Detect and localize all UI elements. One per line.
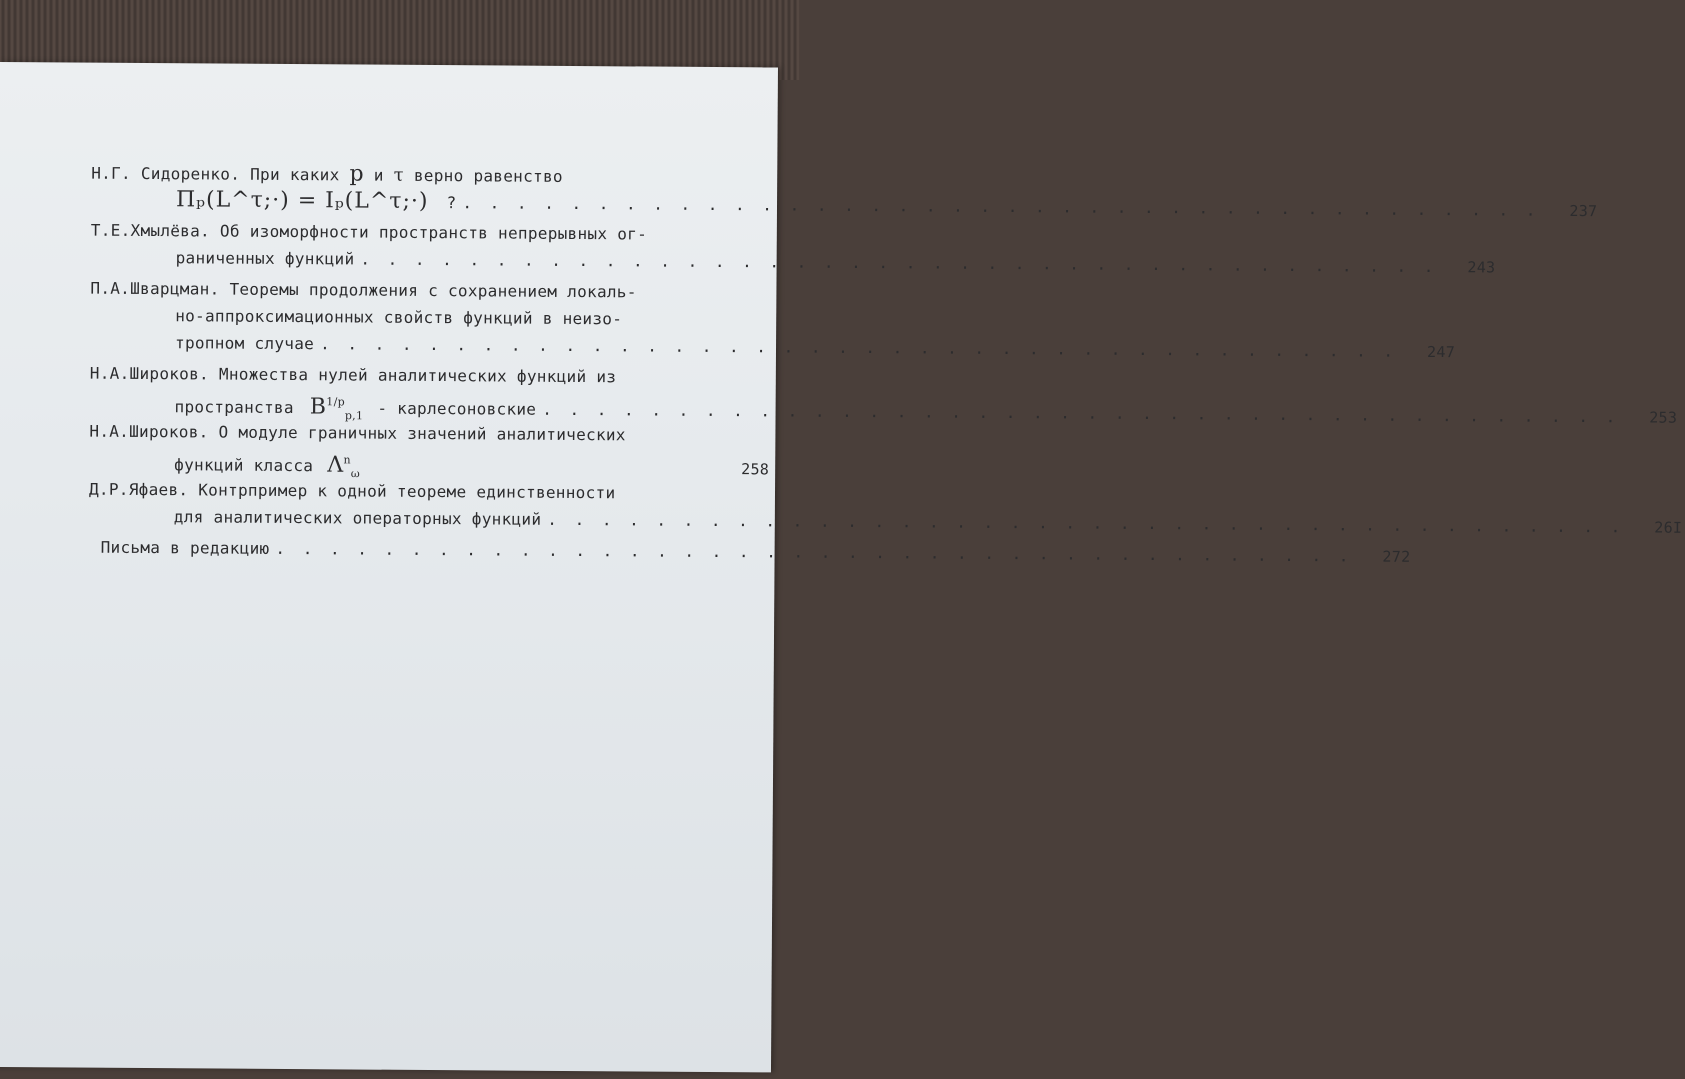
toc-entry-shvartsman [90,275,1456,362]
toc-line [91,244,1496,277]
entry-text: Т.Е.Хмылёва. Об изоморфности пространств непрерывных ог- [90,220,648,244]
toc-entry-khmyleva [90,217,1496,277]
page-number: 237 [1569,201,1598,221]
entry-text: и [373,165,384,185]
math-symbol-p: p [349,161,364,187]
toc-entry-sidorenko [91,159,1598,221]
page-number: 26I [1654,518,1683,537]
entry-text: верно равенство [413,165,563,186]
entry-text: - карлесоновские [377,398,537,420]
entry-text: пространства [174,397,294,418]
entry-text: для аналитических операторных функций [173,507,542,529]
entry-text: Н.А.Широков. О модуле граничных значений аналитических [89,421,626,445]
symbol-base: Λ [327,452,344,478]
page-number: 272 [1382,547,1411,566]
symbol-superscript: n [343,453,351,467]
toc-line [91,186,1598,221]
toc-entry-shirokov-2 [89,418,770,481]
toc-line [90,387,1678,428]
entry-text: Д.Р.Яфаев. Контрпример к одной теореме единственности [88,479,616,503]
toc-line [89,445,770,481]
dot-leader: . . . . . . . . . . . . . . . . . . . . . . . . . . . . . . . . . . . . . . . . [462,193,1540,220]
math-symbol-tau: τ [393,164,405,186]
entry-text: Письма в редакцию [100,537,270,558]
entry-text: но-аппроксимационных свойств функций в неизо- [175,306,623,329]
entry-text: Н.Г. Сидоренко. При каких [91,163,340,185]
toc-entry-yafaev [88,476,1683,537]
toc-line [90,329,1456,362]
symbol-subscript: ω [350,467,361,481]
document-page [0,62,1683,1072]
toc-entry-shirokov-1 [89,360,1678,428]
dot-leader: . . . . . . . . . . . . . . . . . . . . . . . . . . . . . . . . . . . . . . . . [360,249,1438,277]
math-formula: Пₚ(L^τ;·) = Iₚ(L^τ;·) [175,187,429,214]
entry-text: ? [446,193,457,213]
dot-leader: . . . . . . . . . . . . . . . . . . . . . . . . . . . . . . . . . . . . . . . . [275,538,1353,566]
toc-line [89,534,1411,566]
symbol-subscript: p,1 [344,409,364,423]
dot-leader: . . . . . . . . . . . . . . . . . . . . . . . . . . . . . . . . . . . . . . . . [547,509,1625,537]
entry-text: Н.А.Широков. Множества нулей аналитических функций из [89,363,617,387]
page-number: 243 [1467,258,1496,277]
dot-leader: . . . . . . . . . . . . . . . . . . . . . . . . . . . . . . . . . . . . . . . . [542,400,1620,427]
symbol-superscript: 1/p [326,395,346,409]
page-number: 247 [1427,342,1456,362]
entry-text: раниченных функций [175,248,355,269]
entry-text: функций класса [174,455,314,476]
entry-text: тропном случае [174,333,315,354]
dot-leader: . . . . . . . . . . . . . . . . . . . . . . . . . . . . . . . . . . . . . . . . [320,334,1398,361]
toc-entry-letters [89,534,1411,566]
symbol-base: B [309,394,327,420]
entry-text: П.А.Шварцман. Теоремы продолжения с сохранением локаль- [90,278,637,302]
page-number: 258 [741,460,770,479]
toc-line [89,503,1683,537]
table-of-contents [88,159,1683,570]
page-number: 253 [1649,408,1678,428]
